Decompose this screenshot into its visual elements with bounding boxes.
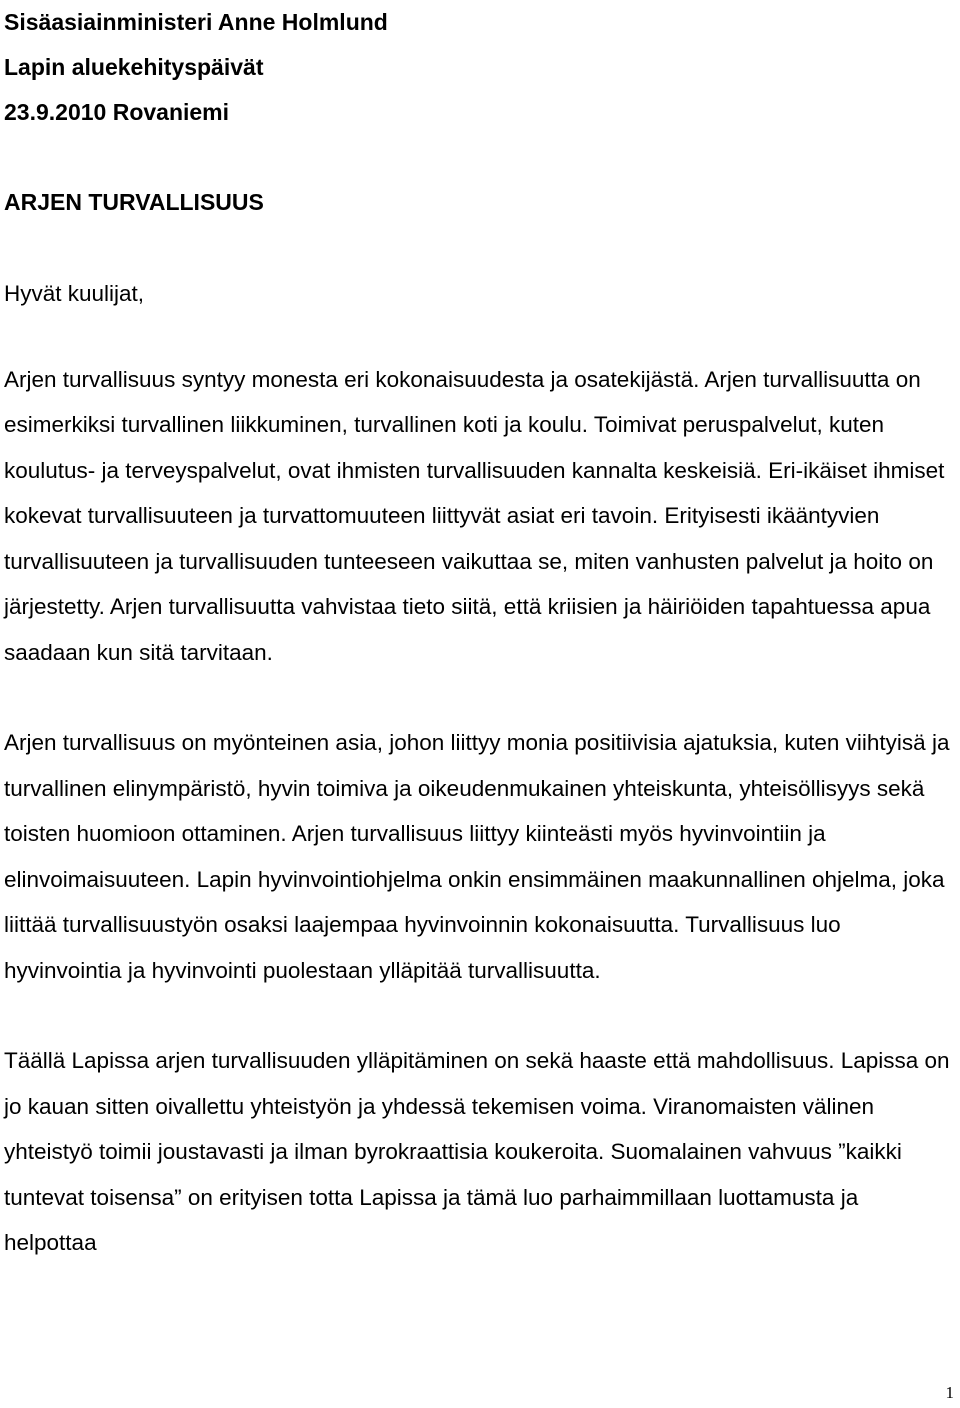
greeting: Hyvät kuulijat, (4, 281, 145, 306)
paragraph-1: Arjen turvallisuus syntyy monesta eri kokonaisuudesta ja osatekijästä. Arjen turvallisuutta on esimerkiksi turvallinen liikkuminen, turvallinen koti ja koulu. Toimivat peruspalvelut, kuten koulutus- ja terveyspalvelut, ovat ihmisten turvallisuuden kannalta keskeisiä. Eri-ikäiset ihmiset kokevat turvallisuuteen ja turvattomuuteen liittyvät asiat eri tavoin. Erityisesti ikääntyvien turvallisuuteen ja turvallisuuden tunteeseen vaikuttaa se, miten vanhusten palvelut ja hoito on järjestetty. Arjen turvallisuutta vahvistaa tieto siitä, että kriisien ja häiriöiden tapahtuessa apua saadaan kun sitä tarvitaan. (4, 366, 945, 665)
paragraph-2: Arjen turvallisuus on myönteinen asia, johon liittyy monia positiivisia ajatuksia, kuten viihtyisä ja turvallinen elinympäristö, hyvin toimiva ja oikeudenmukainen yhteiskunta, yhteisöllisyys sekä toisten huomioon ottaminen. Arjen turvallisuus liittyy kiinteästi myös hyvinvointiin ja elinvoimaisuuteen. Lapin hyvinvointiohjelma onkin ensimmäinen maakunnallinen ohjelma, joka liittää turvallisuustyön osaksi laajempaa hyvinvoinnin kokonaisuutta. Turvallisuus luo hyvinvointia ja hyvinvointi puolestaan ylläpitää turvallisuutta. (4, 730, 950, 983)
date-place-line: 23.9.2010 Rovaniemi (4, 99, 230, 125)
page-number: 1 (945, 1383, 954, 1402)
document-title: ARJEN TURVALLISUUS (4, 189, 264, 215)
paragraph-3: Täällä Lapissa arjen turvallisuuden ylläpitäminen on sekä haaste että mahdollisuus. Lapissa on jo kauan sitten oivallettu yhteistyön ja yhdessä tekemisen voima. Viranomaisten välinen yhteistyö toimii joustavasti ja ilman byrokraattisia koukeroita. Suomalainen vahvuus ”kaikki tuntevat toisensa” on erityisen totta Lapissa ja tämä luo parhaimmillaan luottamusta ja helpottaa (4, 1048, 950, 1255)
speaker-line: Sisäasiainministeri Anne Holmlund (4, 9, 388, 35)
document-page (4, 0, 954, 1266)
event-line: Lapin aluekehityspäivät (4, 54, 264, 80)
